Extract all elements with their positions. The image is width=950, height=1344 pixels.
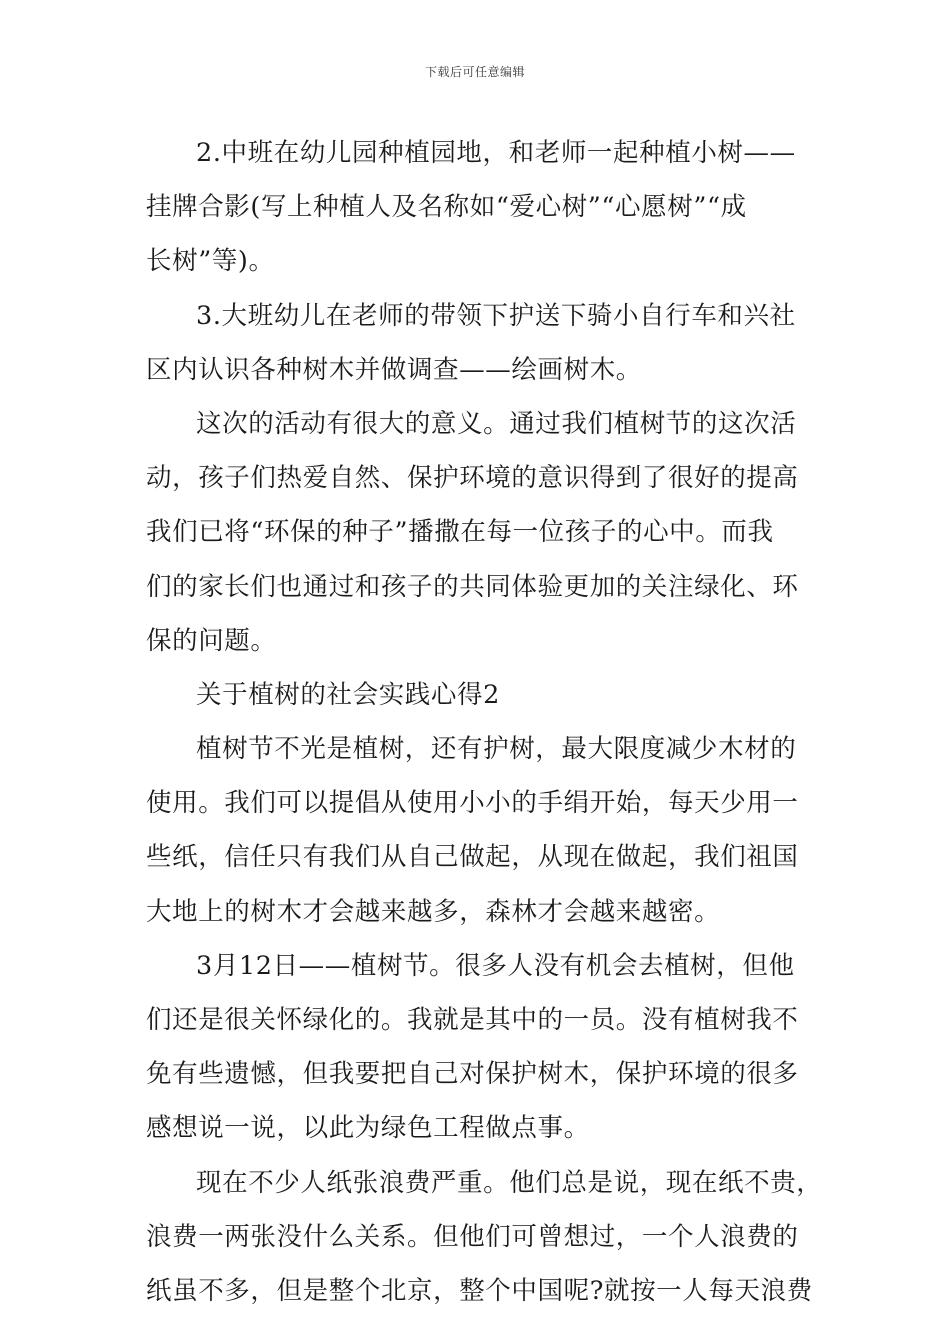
section-heading: 关于植树的社会实践心得2 <box>196 679 500 710</box>
paragraph-line: 植树节不光是植树，还有护树，最大限度减少木材的 <box>196 734 797 765</box>
paragraph-line: 这次的活动有很大的意义。通过我们植树节的这次活 <box>196 408 797 439</box>
paragraph-line: 感想说一说，以此为绿色工程做点事。 <box>146 1113 590 1144</box>
paragraph-line: 使用。我们可以提倡从使用小小的手绢开始，每天少用一 <box>146 788 799 819</box>
paragraph-line: 浪费一两张没什么关系。但他们可曾想过，一个人浪费的 <box>146 1221 799 1252</box>
paragraph-line: 纸虽不多，但是整个北京，整个中国呢?就按一人每天浪费 <box>146 1275 813 1306</box>
page-header: 下载后可任意编辑 <box>424 65 525 79</box>
paragraph-line: 大地上的树木才会越来越多，森林才会越来越密。 <box>146 896 721 927</box>
document-body <box>146 126 823 1318</box>
paragraph-line: 我们已将“环保的种子”播撒在每一位孩子的心中。而我 <box>146 517 774 548</box>
paragraph-line: 免有些遗憾，但我要把自己对保护树木，保护环境的很多 <box>146 1059 799 1090</box>
paragraph-line: 现在不少人纸张浪费严重。他们总是说，现在纸不贵， <box>196 1167 823 1198</box>
paragraph-line: 动，孩子们热爱自然、保护环境的意识得到了很好的提高 <box>146 463 799 494</box>
paragraph-line: 长树”等)。 <box>146 246 275 277</box>
paragraph-line: 保的问题。 <box>146 625 277 656</box>
paragraph-line: 区内认识各种树木并做调查——绘画树木。 <box>146 354 642 385</box>
paragraph-line: 们还是很关怀绿化的。我就是其中的一员。没有植树我不 <box>146 1005 799 1035</box>
paragraph-line: 3月12日——植树节。很多人没有机会去植树，但他 <box>196 950 795 981</box>
paragraph-line: 们的家长们也通过和孩子的共同体验更加的关注绿化、环 <box>146 571 799 602</box>
paragraph-line: 挂牌合影(写上种植人及名称如“爱心树”“心愿树”“成 <box>146 192 747 223</box>
paragraph-line: 3.大班幼儿在老师的带领下护送下骑小自行车和兴社 <box>196 300 796 331</box>
paragraph-line: 些纸，信任只有我们从自己做起，从现在做起，我们祖国 <box>146 842 799 873</box>
paragraph-line: 2.中班在幼儿园种植园地，和老师一起种植小树—— <box>196 138 796 168</box>
